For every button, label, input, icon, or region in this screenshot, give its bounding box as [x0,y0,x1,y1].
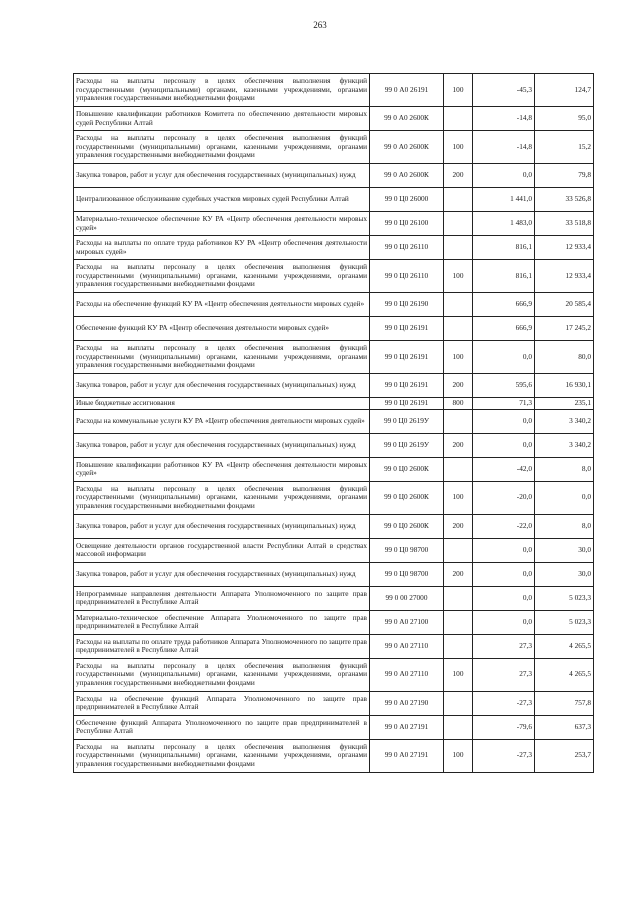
table-row [74,107,594,131]
total-amount-cell: 12 933,4 [535,260,594,293]
table-row [74,634,594,658]
expense-name-cell: Расходы на выплаты персоналу в целях обеспечения выполнения функций государственными (муниципальными) органами, казенными учреждениями, органами управления государственными внебюджетными фондами [74,341,370,374]
target-code-cell: 99 0 Ц0 2600К [370,457,444,481]
target-code-cell: 99 0 Ц0 98700 [370,538,444,562]
expense-type-cell [444,634,473,658]
target-code-cell: 99 0 Ц0 2619У [370,409,444,433]
table-row [74,131,594,164]
table-row [74,398,594,410]
change-amount-cell: 71,3 [473,398,535,410]
table-row [74,409,594,433]
expense-type-cell: 200 [444,164,473,188]
total-amount-cell: 235,1 [535,398,594,410]
expense-name-cell: Расходы на выплаты персоналу в целях обеспечения выполнения функций государственными (муниципальными) органами, казенными учреждениями, органами управления государственными внебюджетными фондами [74,658,370,691]
total-amount-cell: 30,0 [535,562,594,586]
expense-name-cell: Освещение деятельности органов государственной власти Республики Алтай в средствах массовой информации [74,538,370,562]
expense-type-cell [444,236,473,260]
change-amount-cell: 816,1 [473,260,535,293]
table-row [74,236,594,260]
expense-name-cell: Закупка товаров, работ и услуг для обеспечения государственных (муниципальных) нужд [74,562,370,586]
change-amount-cell: 816,1 [473,236,535,260]
page-number: 263 [313,20,327,30]
target-code-cell: 99 0 Ц0 2600К [370,514,444,538]
target-code-cell: 99 0 А0 27110 [370,634,444,658]
budget-table [73,73,594,773]
table-row [74,74,594,107]
change-amount-cell: 0,0 [473,433,535,457]
table-row [74,374,594,398]
expense-type-cell: 200 [444,374,473,398]
expense-name-cell: Обеспечение функций КУ РА «Центр обеспечения деятельности мировых судей» [74,317,370,341]
change-amount-cell: 0,0 [473,409,535,433]
total-amount-cell: 253,7 [535,739,594,772]
expense-type-cell [444,317,473,341]
expense-name-cell: Расходы на выплаты персоналу в целях обеспечения выполнения функций государственными (муниципальными) органами, казенными учреждениями, органами управления государственными внебюджетными фондами [74,739,370,772]
change-amount-cell: 0,0 [473,610,535,634]
change-amount-cell: -79,6 [473,715,535,739]
change-amount-cell: 0,0 [473,586,535,610]
expense-type-cell [444,212,473,236]
expense-type-cell: 100 [444,131,473,164]
total-amount-cell: 80,0 [535,341,594,374]
change-amount-cell: 0,0 [473,341,535,374]
change-amount-cell: -45,3 [473,74,535,107]
expense-name-cell: Централизованное обслуживание судебных участков мировых судей Республики Алтай [74,188,370,212]
table-row [74,317,594,341]
target-code-cell: 99 0 А0 27191 [370,739,444,772]
expense-type-cell: 200 [444,562,473,586]
expense-type-cell [444,409,473,433]
change-amount-cell: 27,3 [473,658,535,691]
target-code-cell: 99 0 Ц0 26191 [370,398,444,410]
change-amount-cell: 666,9 [473,317,535,341]
table-row [74,715,594,739]
target-code-cell: 99 0 А0 26191 [370,74,444,107]
target-code-cell: 99 0 А0 2600К [370,107,444,131]
change-amount-cell: -14,8 [473,131,535,164]
expense-type-cell [444,586,473,610]
expense-type-cell: 100 [444,739,473,772]
change-amount-cell: 0,0 [473,538,535,562]
target-code-cell: 99 0 А0 2600К [370,164,444,188]
table-row [74,538,594,562]
expense-type-cell [444,610,473,634]
total-amount-cell: 124,7 [535,74,594,107]
table-row [74,188,594,212]
target-code-cell: 99 0 Ц0 26110 [370,236,444,260]
total-amount-cell: 17 245,2 [535,317,594,341]
target-code-cell: 99 0 А0 27191 [370,715,444,739]
expense-name-cell: Материально-техническое обеспечение КУ РА «Центр обеспечения деятельности мировых судей» [74,212,370,236]
total-amount-cell: 4 265,5 [535,658,594,691]
change-amount-cell: -20,0 [473,481,535,514]
expense-name-cell: Иные бюджетные ассигнования [74,398,370,410]
target-code-cell: 99 0 Ц0 26190 [370,293,444,317]
expense-name-cell: Повышение квалификации работников Комитета по обеспечению деятельности мировых судей Республики Алтай [74,107,370,131]
change-amount-cell: 666,9 [473,293,535,317]
table-row [74,739,594,772]
target-code-cell: 99 0 А0 27190 [370,691,444,715]
total-amount-cell: 79,8 [535,164,594,188]
total-amount-cell: 8,0 [535,457,594,481]
change-amount-cell: -42,0 [473,457,535,481]
expense-type-cell: 100 [444,341,473,374]
total-amount-cell: 33 526,8 [535,188,594,212]
expense-name-cell: Материально-техническое обеспечение Аппарата Уполномоченного по защите прав предпринимателей в Республике Алтай [74,610,370,634]
change-amount-cell: -14,8 [473,107,535,131]
target-code-cell: 99 0 Ц0 26191 [370,317,444,341]
expense-name-cell: Расходы на выплаты персоналу в целях обеспечения выполнения функций государственными (муниципальными) органами, казенными учреждениями, органами управления государственными внебюджетными фондами [74,481,370,514]
expense-name-cell: Закупка товаров, работ и услуг для обеспечения государственных (муниципальных) нужд [74,514,370,538]
change-amount-cell: 27,3 [473,634,535,658]
expense-name-cell: Повышение квалификации работников КУ РА «Центр обеспечения деятельности мировых судей» [74,457,370,481]
change-amount-cell: 1 441,0 [473,188,535,212]
expense-type-cell: 200 [444,433,473,457]
expense-name-cell: Расходы на обеспечение функций КУ РА «Центр обеспечения деятельности мировых судей» [74,293,370,317]
expense-type-cell [444,538,473,562]
table-row [74,481,594,514]
table-row [74,293,594,317]
expense-type-cell: 200 [444,514,473,538]
expense-type-cell: 100 [444,74,473,107]
table-row [74,691,594,715]
table-row [74,260,594,293]
total-amount-cell: 4 265,5 [535,634,594,658]
target-code-cell: 99 0 Ц0 26100 [370,212,444,236]
change-amount-cell: -27,3 [473,739,535,772]
total-amount-cell: 757,8 [535,691,594,715]
table-row [74,562,594,586]
expense-name-cell: Обеспечение функций Аппарата Уполномоченного по защите прав предпринимателей в Республике Алтай [74,715,370,739]
target-code-cell: 99 0 00 27000 [370,586,444,610]
total-amount-cell: 33 518,8 [535,212,594,236]
table-row [74,341,594,374]
table-row [74,457,594,481]
expense-name-cell: Расходы на выплаты персоналу в целях обеспечения выполнения функций государственными (муниципальными) органами, казенными учреждениями, органами управления государственными внебюджетными фондами [74,131,370,164]
expense-type-cell: 100 [444,481,473,514]
expense-type-cell [444,691,473,715]
total-amount-cell: 15,2 [535,131,594,164]
expense-type-cell [444,715,473,739]
change-amount-cell: -22,0 [473,514,535,538]
expense-name-cell: Закупка товаров, работ и услуг для обеспечения государственных (муниципальных) нужд [74,433,370,457]
total-amount-cell: 5 023,3 [535,586,594,610]
target-code-cell: 99 0 Ц0 98700 [370,562,444,586]
total-amount-cell: 8,0 [535,514,594,538]
expense-name-cell: Закупка товаров, работ и услуг для обеспечения государственных (муниципальных) нужд [74,374,370,398]
target-code-cell: 99 0 Ц0 2619У [370,433,444,457]
expense-name-cell: Расходы на обеспечение функций Аппарата Уполномоченного по защите прав предпринимателей в Республике Алтай [74,691,370,715]
expense-name-cell: Расходы на выплаты персоналу в целях обеспечения выполнения функций государственными (муниципальными) органами, казенными учреждениями, органами управления государственными внебюджетными фондами [74,260,370,293]
total-amount-cell: 3 340,2 [535,409,594,433]
table-row [74,433,594,457]
table-row [74,610,594,634]
total-amount-cell: 30,0 [535,538,594,562]
target-code-cell: 99 0 А0 27100 [370,610,444,634]
total-amount-cell: 12 933,4 [535,236,594,260]
expense-name-cell: Расходы на коммунальные услуги КУ РА «Центр обеспечения деятельности мировых судей» [74,409,370,433]
change-amount-cell: 1 483,0 [473,212,535,236]
target-code-cell: 99 0 Ц0 26110 [370,260,444,293]
expense-type-cell: 100 [444,658,473,691]
total-amount-cell: 3 340,2 [535,433,594,457]
expense-type-cell [444,107,473,131]
change-amount-cell: 0,0 [473,164,535,188]
expense-name-cell: Расходы на выплаты по оплате труда работников Аппарата Уполномоченного по защите прав предпринимателей в Республике Алтай [74,634,370,658]
target-code-cell: 99 0 Ц0 2600К [370,481,444,514]
expense-name-cell: Расходы на выплаты по оплате труда работников КУ РА «Центр обеспечения деятельности мировых судей» [74,236,370,260]
table-row [74,212,594,236]
target-code-cell: 99 0 Ц0 26191 [370,341,444,374]
expense-type-cell [444,457,473,481]
total-amount-cell: 20 585,4 [535,293,594,317]
total-amount-cell: 16 930,1 [535,374,594,398]
expense-name-cell: Непрограммные направления деятельности Аппарата Уполномоченного по защите прав предпринимателей в Республике Алтай [74,586,370,610]
expense-type-cell: 100 [444,260,473,293]
table-row [74,586,594,610]
total-amount-cell: 95,0 [535,107,594,131]
total-amount-cell: 5 023,3 [535,610,594,634]
table-row [74,164,594,188]
change-amount-cell: 0,0 [473,562,535,586]
budget-table-body [74,74,594,773]
total-amount-cell: 637,3 [535,715,594,739]
expense-name-cell: Закупка товаров, работ и услуг для обеспечения государственных (муниципальных) нужд [74,164,370,188]
expense-type-cell: 800 [444,398,473,410]
table-row [74,658,594,691]
target-code-cell: 99 0 А0 27110 [370,658,444,691]
expense-type-cell [444,293,473,317]
table-row [74,514,594,538]
change-amount-cell: 595,6 [473,374,535,398]
target-code-cell: 99 0 А0 2600К [370,131,444,164]
expense-name-cell: Расходы на выплаты персоналу в целях обеспечения выполнения функций государственными (муниципальными) органами, казенными учреждениями, органами управления государственными внебюджетными фондами [74,74,370,107]
expense-type-cell [444,188,473,212]
total-amount-cell: 0,0 [535,481,594,514]
change-amount-cell: -27,3 [473,691,535,715]
target-code-cell: 99 0 Ц0 26000 [370,188,444,212]
target-code-cell: 99 0 Ц0 26191 [370,374,444,398]
